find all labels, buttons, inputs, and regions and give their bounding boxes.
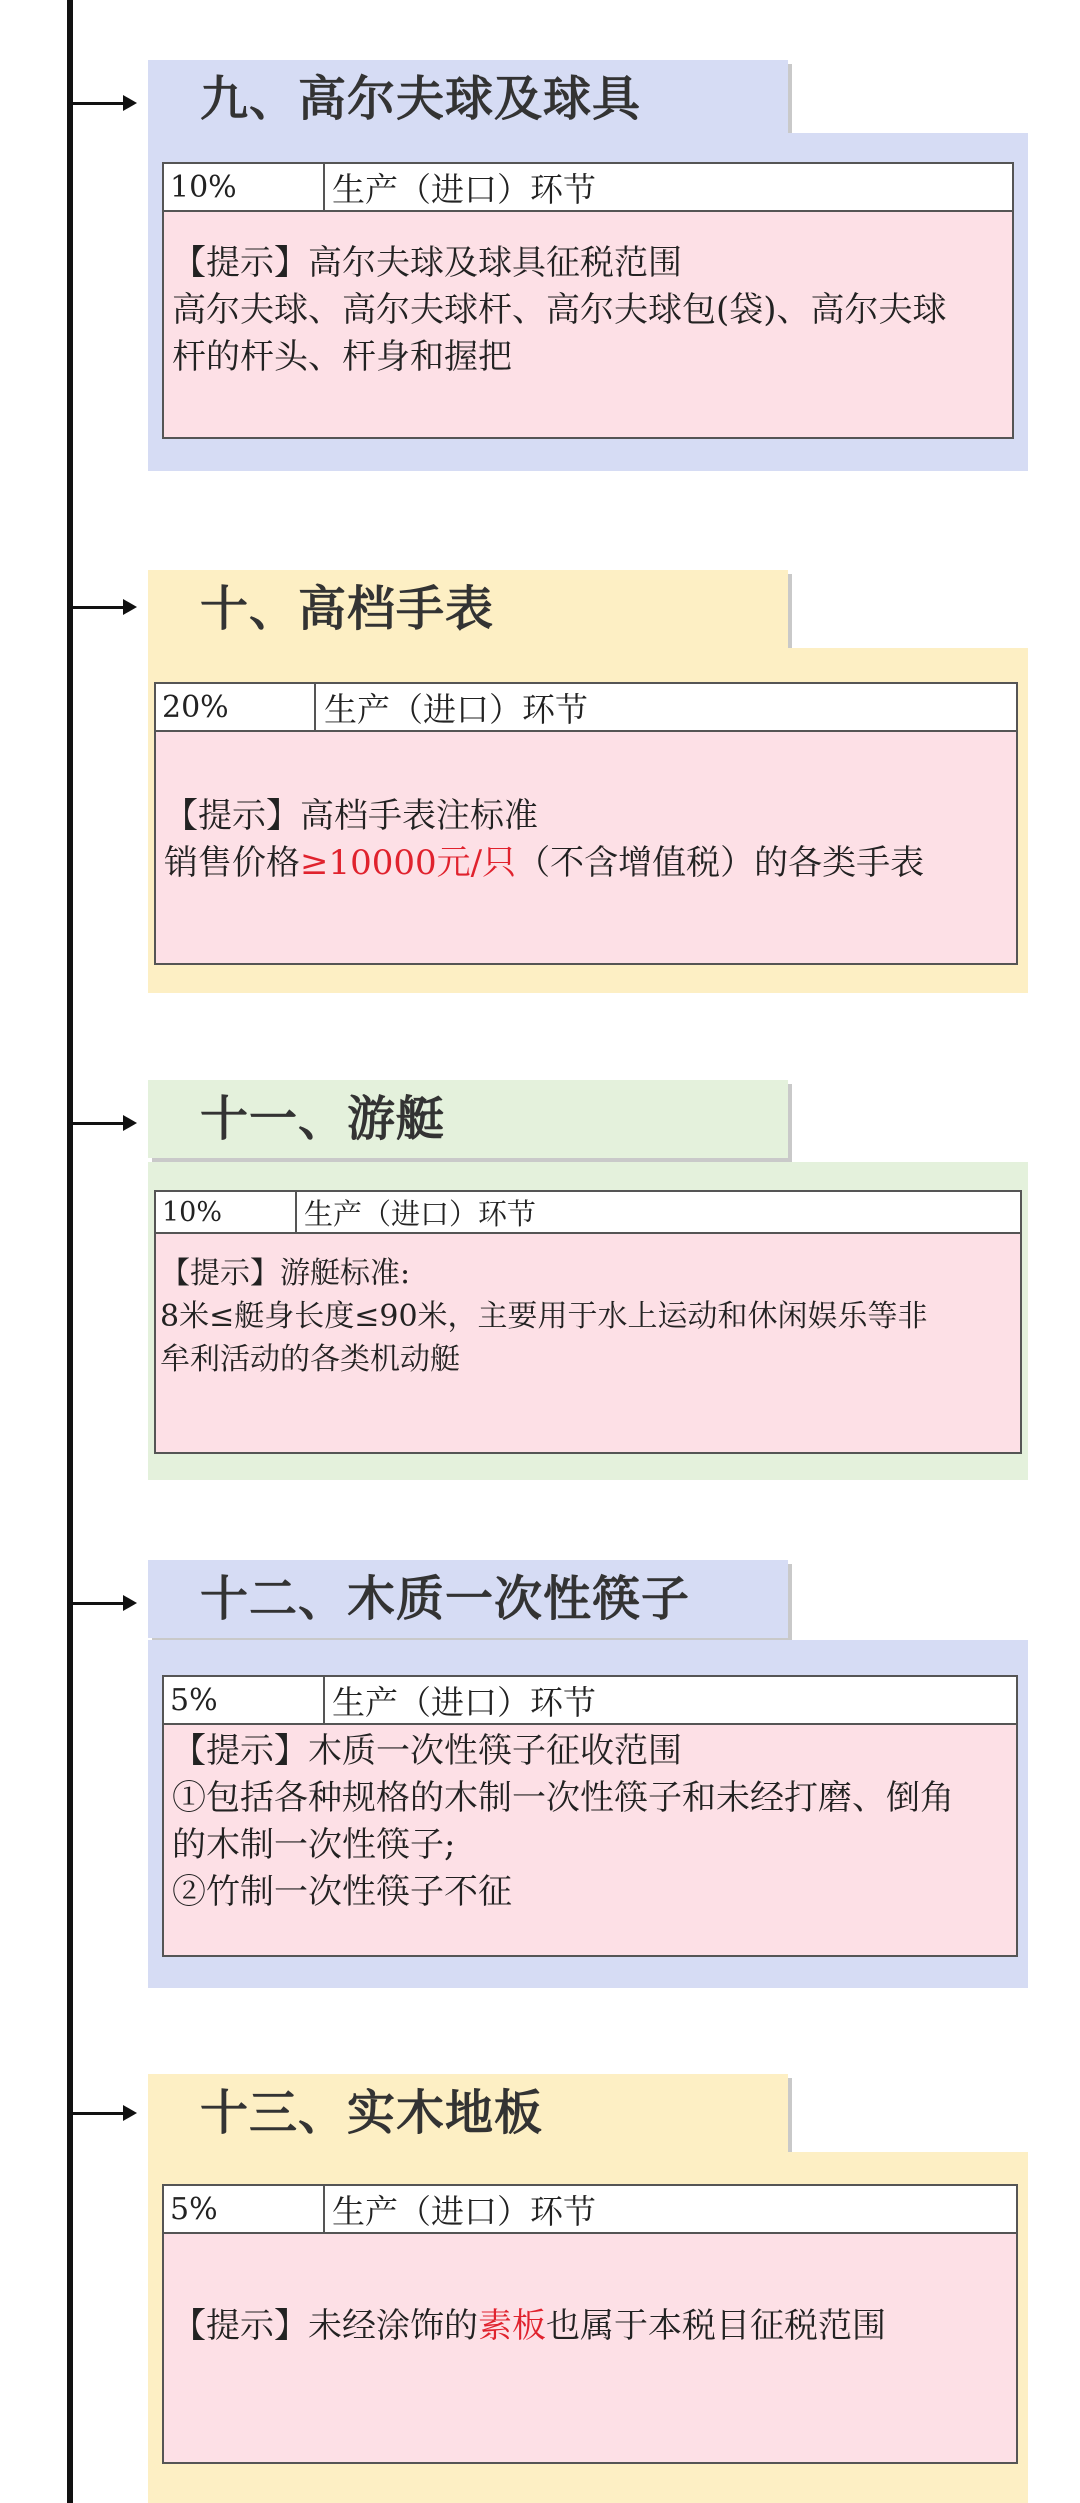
timeline-line [67, 0, 73, 2503]
arrow-right-icon [73, 1602, 133, 1605]
tax-stage: 生产（进口）环节 [324, 689, 588, 729]
section-header [148, 1080, 788, 1158]
info-table [154, 1190, 1022, 1454]
tax-rate: 10% [162, 1196, 223, 1228]
tax-rate: 10% [170, 169, 237, 205]
tax-stage: 生产（进口）环节 [332, 169, 596, 209]
tip-text [172, 240, 1004, 381]
tip-line: 销售价格≥10000元/只（不含增值税）的各类手表 [164, 843, 925, 883]
section-panel [148, 133, 1028, 471]
section-panel [148, 1162, 1028, 1480]
section-panel [148, 648, 1028, 993]
tip-line: ②竹制一次性筷子不征 [172, 1872, 512, 1912]
table-header-row [156, 1192, 1020, 1234]
table-header-row [156, 684, 1016, 732]
tip-line: 高尔夫球、高尔夫球杆、高尔夫球包(袋)、高尔夫球 [172, 290, 947, 330]
table-header-row [164, 164, 1012, 212]
section-title: 十一、游艇 [200, 1091, 446, 1147]
tax-rate: 20% [162, 689, 229, 725]
arrow-right-icon [73, 102, 133, 105]
tip-line: 【提示】高档手表注标准 [164, 796, 538, 836]
section-title: 十二、木质一次性筷子 [200, 1571, 691, 1627]
tip-line: 的木制一次性筷子; [172, 1825, 456, 1865]
section-panel [148, 2152, 1028, 2503]
tip-text [172, 2303, 1008, 2350]
section-title: 十三、实木地板 [200, 2085, 544, 2141]
tax-stage: 生产（进口）环节 [304, 1196, 537, 1231]
tax-rate: 5% [170, 1682, 218, 1718]
tip-line: 8米≤艇身长度≤90米，主要用于水上运动和休闲娱乐等非 [160, 1299, 928, 1334]
column-divider [323, 164, 325, 210]
tax-stage: 生产（进口）环节 [332, 2191, 596, 2231]
table-header-row [164, 1677, 1016, 1725]
tip-line: 【提示】未经涂饰的素板也属于本税目征税范围 [172, 2306, 886, 2346]
info-table [162, 2184, 1018, 2464]
tip-text [164, 793, 1008, 887]
arrow-right-icon [73, 2112, 133, 2115]
section-panel [148, 1640, 1028, 1988]
section-header [148, 1560, 788, 1638]
tip-line: 杆的杆头、杆身和握把 [172, 337, 512, 377]
tip-line: 牟利活动的各类机动艇 [160, 1342, 460, 1377]
section-header [148, 60, 788, 138]
section-title: 十、高档手表 [200, 581, 495, 637]
arrow-right-icon [73, 1122, 133, 1125]
tax-rate: 5% [170, 2191, 218, 2227]
info-table [162, 162, 1014, 439]
highlight-term: 素板 [478, 2306, 546, 2346]
section-header [148, 570, 788, 648]
tip-line: ①包括各种规格的木制一次性筷子和未经打磨、倒角 [172, 1778, 954, 1818]
price-threshold: ≥10000元/只 [300, 843, 517, 883]
arrow-right-icon [73, 606, 133, 609]
column-divider [323, 1677, 325, 1723]
info-table [154, 682, 1018, 965]
section-title: 九、高尔夫球及球具 [200, 71, 642, 127]
tip-line: 【提示】游艇标准: [160, 1256, 411, 1291]
tip-text [160, 1252, 1012, 1381]
table-header-row [164, 2186, 1016, 2234]
column-divider [295, 1192, 297, 1232]
column-divider [323, 2186, 325, 2232]
tip-line: 【提示】木质一次性筷子征收范围 [172, 1731, 682, 1771]
tip-line: 【提示】高尔夫球及球具征税范围 [172, 243, 682, 283]
tax-stage: 生产（进口）环节 [332, 1682, 596, 1722]
column-divider [314, 684, 316, 730]
tip-text [172, 1728, 1008, 1916]
info-table [162, 1675, 1018, 1957]
section-header [148, 2074, 788, 2152]
